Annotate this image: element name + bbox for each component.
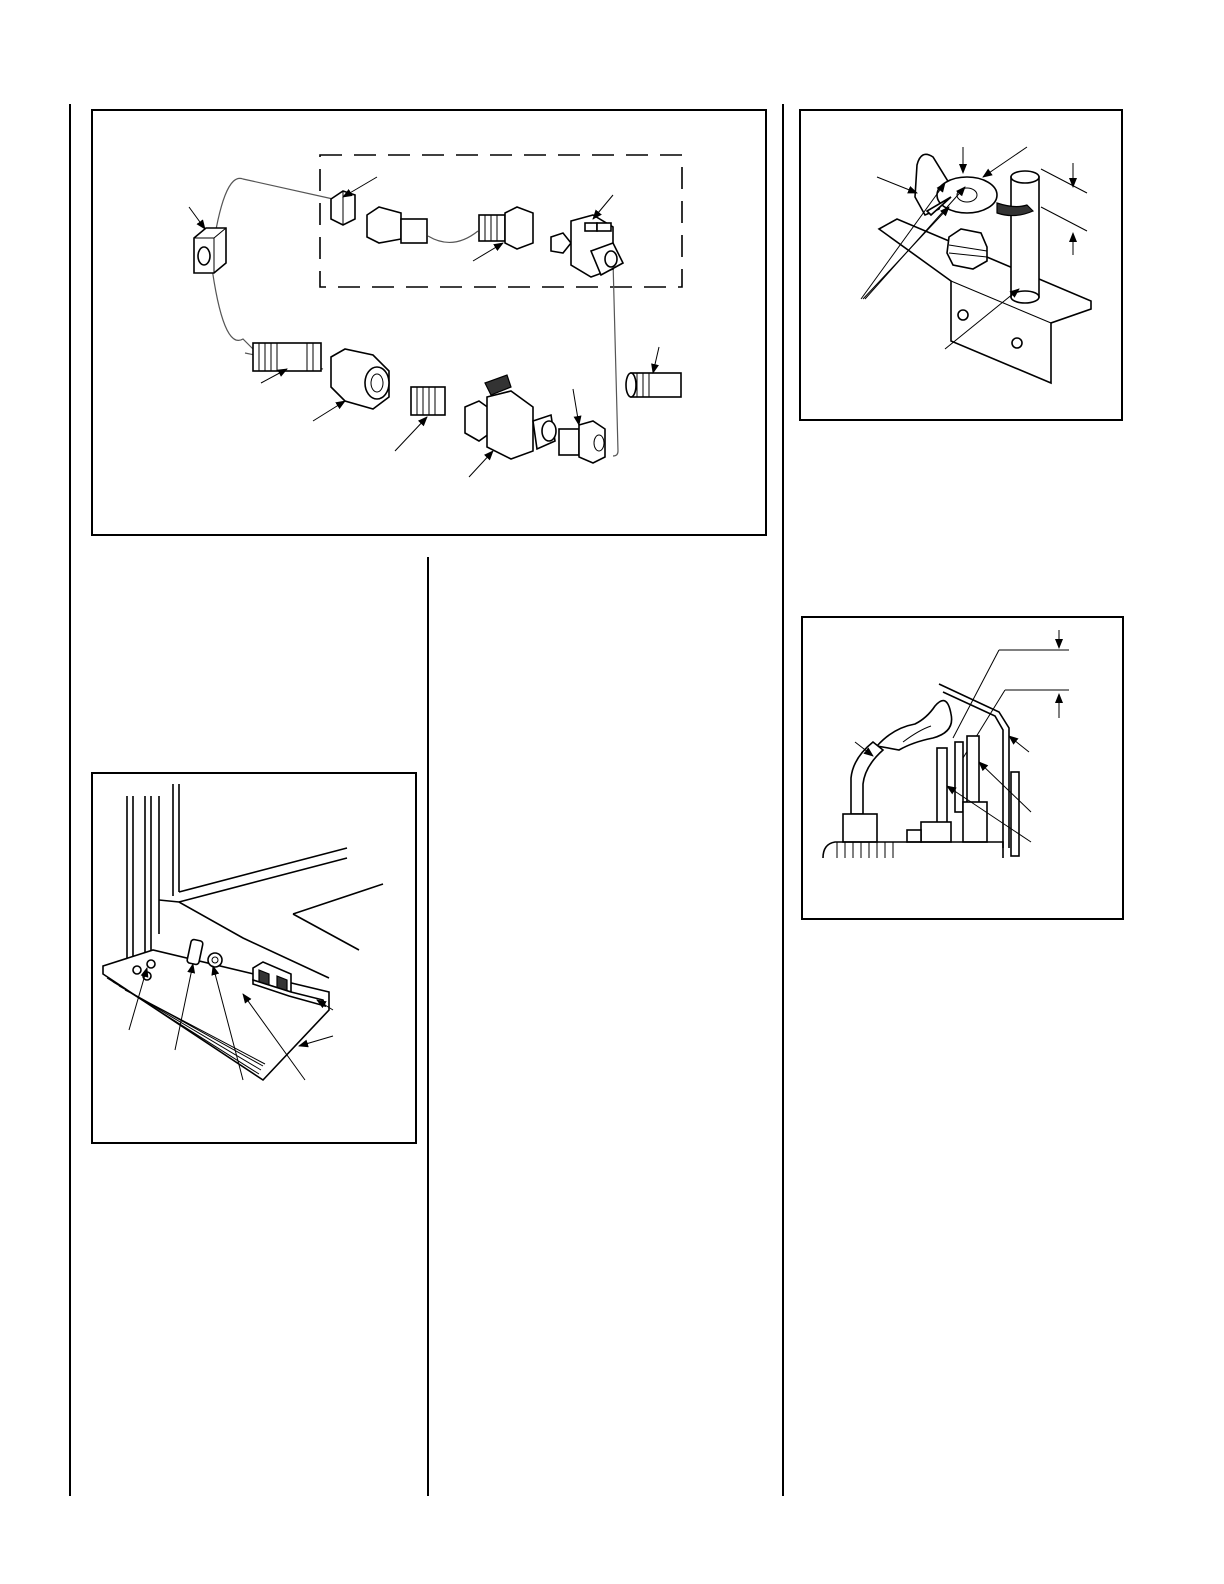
control-knob: [208, 953, 222, 967]
burner-flame-figure: [801, 616, 1124, 920]
pilot-tube: [851, 742, 883, 814]
thermocouple-rod: [937, 748, 947, 824]
pilot-flame: [877, 701, 952, 750]
control-panel-diagram: [93, 774, 415, 1142]
union-fitting: [331, 349, 389, 409]
pilot-assembly-diagram: [801, 111, 1121, 419]
gas-connection-figure: [91, 109, 767, 536]
shutoff-valve-top: [551, 215, 623, 277]
screw: [133, 966, 141, 974]
control-panel-figure: [91, 772, 417, 1144]
center-column-rule: [427, 557, 429, 1496]
close-nipple: [411, 387, 445, 415]
pipe-nipple-long: [253, 343, 321, 371]
elbow-fitting-top: [331, 191, 355, 225]
thermopile-rod: [967, 736, 979, 804]
pilot-assembly-figure: [799, 109, 1123, 421]
shutoff-valve-bottom: [465, 375, 556, 459]
tee-fitting: [194, 228, 226, 273]
flare-adapter-top: [367, 207, 427, 243]
nipple-fitting-top: [479, 207, 533, 249]
right-column-rule: [782, 104, 784, 1496]
gas-connection-diagram: [93, 111, 765, 534]
burner-flame-diagram: [803, 618, 1122, 918]
screw: [147, 960, 155, 968]
firebox-edge: [179, 848, 347, 892]
pilot-fitting-nut: [947, 229, 987, 269]
flare-nut-bottom: [559, 421, 605, 463]
left-column-rule: [69, 104, 71, 1496]
gas-supply-pipe: [626, 373, 681, 397]
thermocouple-post: [1011, 171, 1039, 303]
